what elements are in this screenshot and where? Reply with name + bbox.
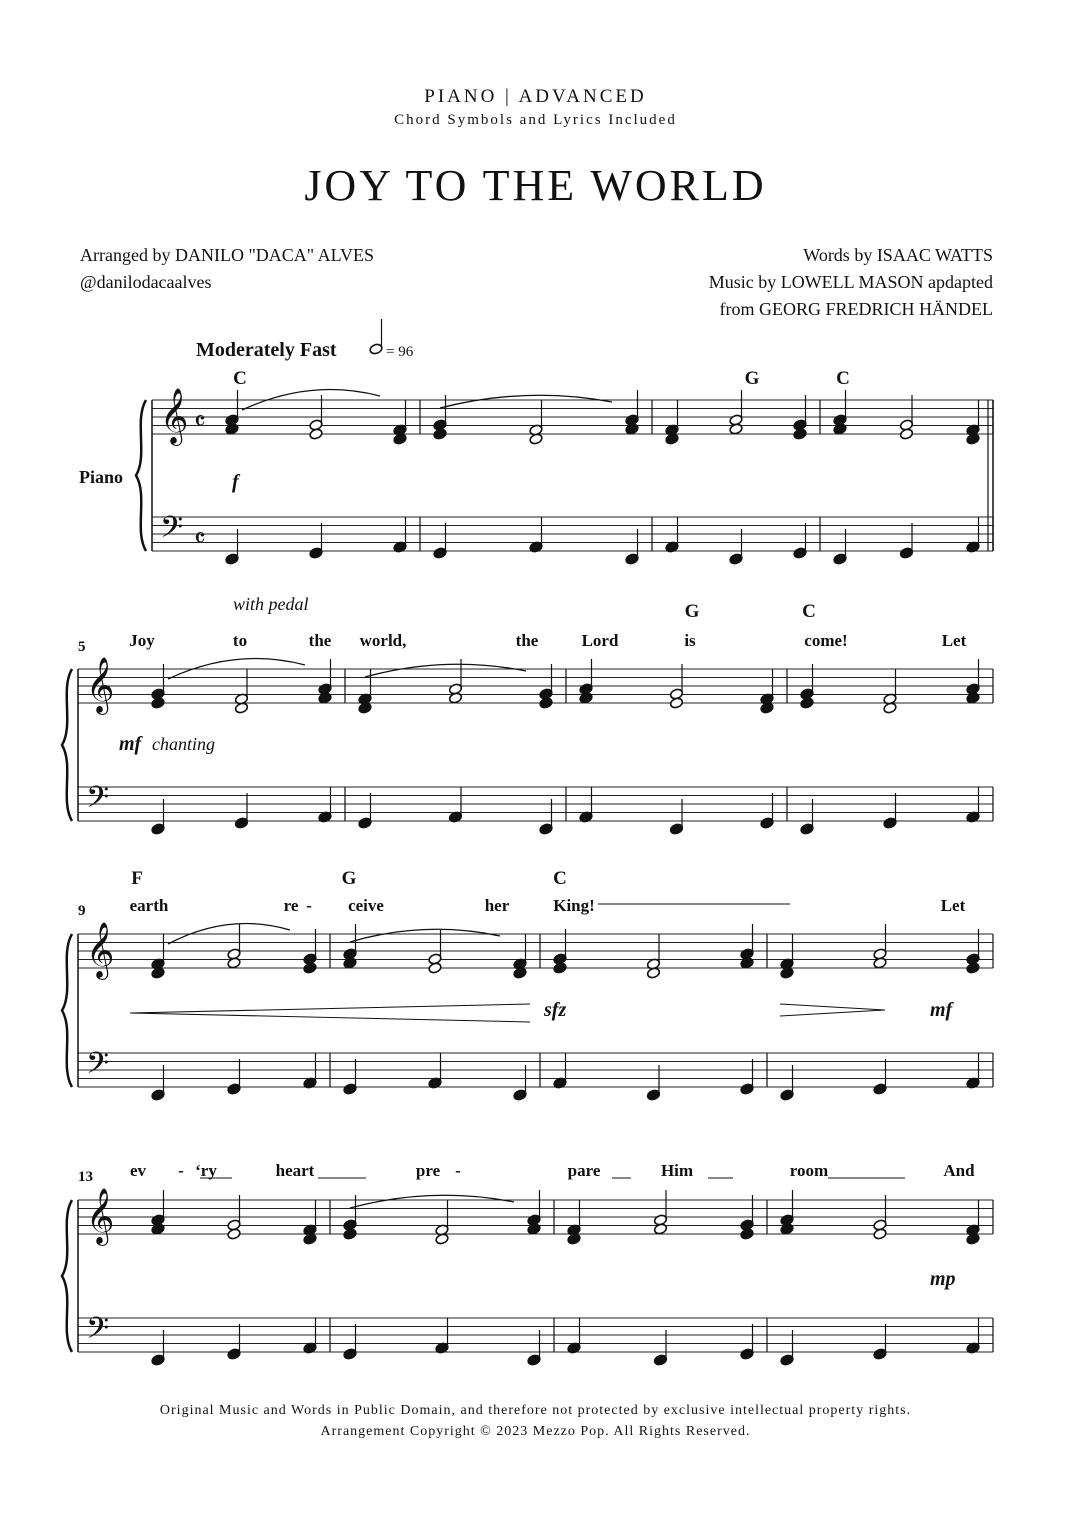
treble-note [579, 692, 593, 704]
lyric-syllable: earth [129, 896, 169, 915]
arranger-name: Arranged by DANILO "DACA" ALVES [80, 245, 375, 265]
lyric-syllable: - [306, 896, 312, 915]
copyright-line-1: Original Music and Words in Public Domain, and therefore not protected by exclusive intellectual property rights. [159, 1403, 912, 1418]
lyric-syllable: - [455, 1161, 461, 1180]
slur [365, 664, 526, 677]
lyric-syllable: the [308, 631, 332, 650]
treble-note [665, 433, 679, 445]
lyric-syllable: the [515, 631, 539, 650]
slur [350, 929, 500, 942]
page-title: JOY TO THE WORLD [304, 161, 767, 210]
treble-note [225, 423, 239, 435]
chord-symbol: G [341, 868, 357, 889]
arranger-handle: @danilodacaalves [80, 272, 212, 292]
chord-symbol: F [131, 868, 143, 889]
measure-number: 13 [78, 1169, 93, 1185]
treble-note [303, 1233, 317, 1245]
staff-brace [62, 1200, 72, 1352]
treble-note [428, 962, 442, 974]
treble-note [883, 702, 897, 714]
treble-note [151, 1223, 165, 1235]
measure-number: 5 [78, 639, 86, 655]
staff-brace [62, 669, 72, 821]
treble-note [358, 702, 372, 714]
treble-note [567, 1233, 581, 1245]
treble-note [740, 957, 754, 969]
treble-note [899, 428, 913, 440]
chord-symbol: G [744, 368, 760, 389]
dynamic-marking: mp [930, 1268, 956, 1290]
treble-note [151, 697, 165, 709]
decrescendo-hairpin [780, 1004, 885, 1016]
treble-note [539, 697, 553, 709]
treble-note [669, 697, 683, 709]
treble-note [433, 428, 447, 440]
chord-symbol: C [802, 601, 816, 622]
words-credit: Words by ISAAC WATTS [803, 245, 993, 265]
lyric-syllable: ‘ry [195, 1161, 217, 1180]
treble-clef-icon: 𝄞 [86, 657, 115, 713]
treble-note [393, 433, 407, 445]
lyric-syllable: pre [415, 1161, 441, 1180]
copyright-footer [0, 1400, 1071, 1442]
dynamic-marking: mf [930, 999, 953, 1021]
common-time-icon: 𝄴 [194, 407, 206, 437]
expression-text: chanting [152, 734, 215, 754]
music-credit: Music by LOWELL MASON apdapted [708, 272, 993, 292]
treble-note [448, 692, 462, 704]
treble-note [800, 697, 814, 709]
treble-note [760, 702, 774, 714]
lyric-syllable: heart [275, 1161, 315, 1180]
treble-note [227, 1228, 241, 1240]
treble-note [873, 957, 887, 969]
treble-note [303, 962, 317, 974]
slur [440, 395, 612, 408]
treble-note [529, 433, 543, 445]
lyric-syllable: come! [804, 631, 848, 650]
music-credit-source: from GEORG FREDRICH HÄNDEL [719, 299, 993, 319]
treble-note [553, 962, 567, 974]
treble-note [873, 1228, 887, 1240]
lyric-syllable: Let [941, 631, 967, 650]
treble-note [966, 962, 980, 974]
treble-clef-icon: 𝄞 [86, 1188, 115, 1244]
treble-note [780, 1223, 794, 1235]
treble-note [513, 967, 527, 979]
lyric-syllable: ceive [348, 896, 384, 915]
treble-note [151, 967, 165, 979]
treble-note [343, 957, 357, 969]
treble-note [729, 423, 743, 435]
treble-clef-icon: 𝄞 [160, 388, 189, 444]
bass-clef-icon: 𝄢 [86, 1312, 110, 1353]
treble-clef-icon: 𝄞 [86, 922, 115, 978]
lyric-syllable: pare [567, 1161, 601, 1180]
copyright-line-2: Arrangement Copyright © 2023 Mezzo Pop. All Rights Reserved. [320, 1424, 751, 1439]
chord-symbol: C [836, 368, 850, 389]
staff-brace [136, 400, 146, 551]
crescendo-hairpin [130, 1004, 530, 1022]
treble-note [780, 967, 794, 979]
slur [350, 1195, 514, 1208]
treble-note [234, 702, 248, 714]
lyric-syllable: to [232, 631, 248, 650]
dynamic-marking: sfz [544, 999, 567, 1021]
lyric-syllable: Him [660, 1161, 694, 1180]
lyric-syllable: her [484, 896, 510, 915]
treble-note [646, 967, 660, 979]
staff-brace [62, 934, 72, 1087]
measure-number: 9 [78, 903, 86, 919]
common-time-icon: 𝄴 [194, 524, 206, 554]
treble-note [966, 692, 980, 704]
treble-note [227, 957, 241, 969]
lyric-syllable: King! [553, 896, 595, 915]
lyric-syllable: Joy [129, 631, 155, 650]
treble-note [793, 428, 807, 440]
treble-note [309, 428, 323, 440]
treble-note [740, 1228, 754, 1240]
bass-clef-icon: 𝄢 [86, 1047, 110, 1088]
bass-clef-icon: 𝄢 [160, 511, 184, 552]
chord-symbol: C [233, 368, 247, 389]
lyric-syllable: Lord [581, 631, 619, 650]
tempo-bpm: = 96 [386, 344, 414, 360]
lyric-syllable: is [684, 631, 696, 650]
bass-clef-icon: 𝄢 [86, 781, 110, 822]
treble-note [527, 1223, 541, 1235]
dynamic-marking: mf [119, 733, 142, 755]
treble-note [435, 1233, 449, 1245]
chord-symbol: C [553, 868, 567, 889]
treble-note [625, 423, 639, 435]
treble-note [653, 1223, 667, 1235]
edition-label: PIANO | ADVANCED [424, 86, 647, 107]
chord-symbol: G [684, 601, 700, 622]
treble-note [318, 692, 332, 704]
lyric-syllable: re [283, 896, 299, 915]
lyric-syllable: room [789, 1161, 829, 1180]
lyric-syllable: ev [129, 1161, 147, 1180]
treble-note [343, 1228, 357, 1240]
lyric-syllable: world, [359, 631, 407, 650]
lyric-syllable: And [943, 1161, 975, 1180]
edition-subtitle: Chord Symbols and Lyrics Included [394, 112, 677, 128]
expression-text: with pedal [233, 594, 309, 614]
treble-note [966, 1233, 980, 1245]
treble-note [833, 423, 847, 435]
lyric-syllable: - [178, 1161, 184, 1180]
instrument-label: Piano [79, 467, 124, 487]
lyric-syllable: Let [940, 896, 966, 915]
tempo-label: Moderately Fast [196, 339, 337, 361]
dynamic-marking: f [232, 471, 239, 493]
treble-note [966, 433, 980, 445]
